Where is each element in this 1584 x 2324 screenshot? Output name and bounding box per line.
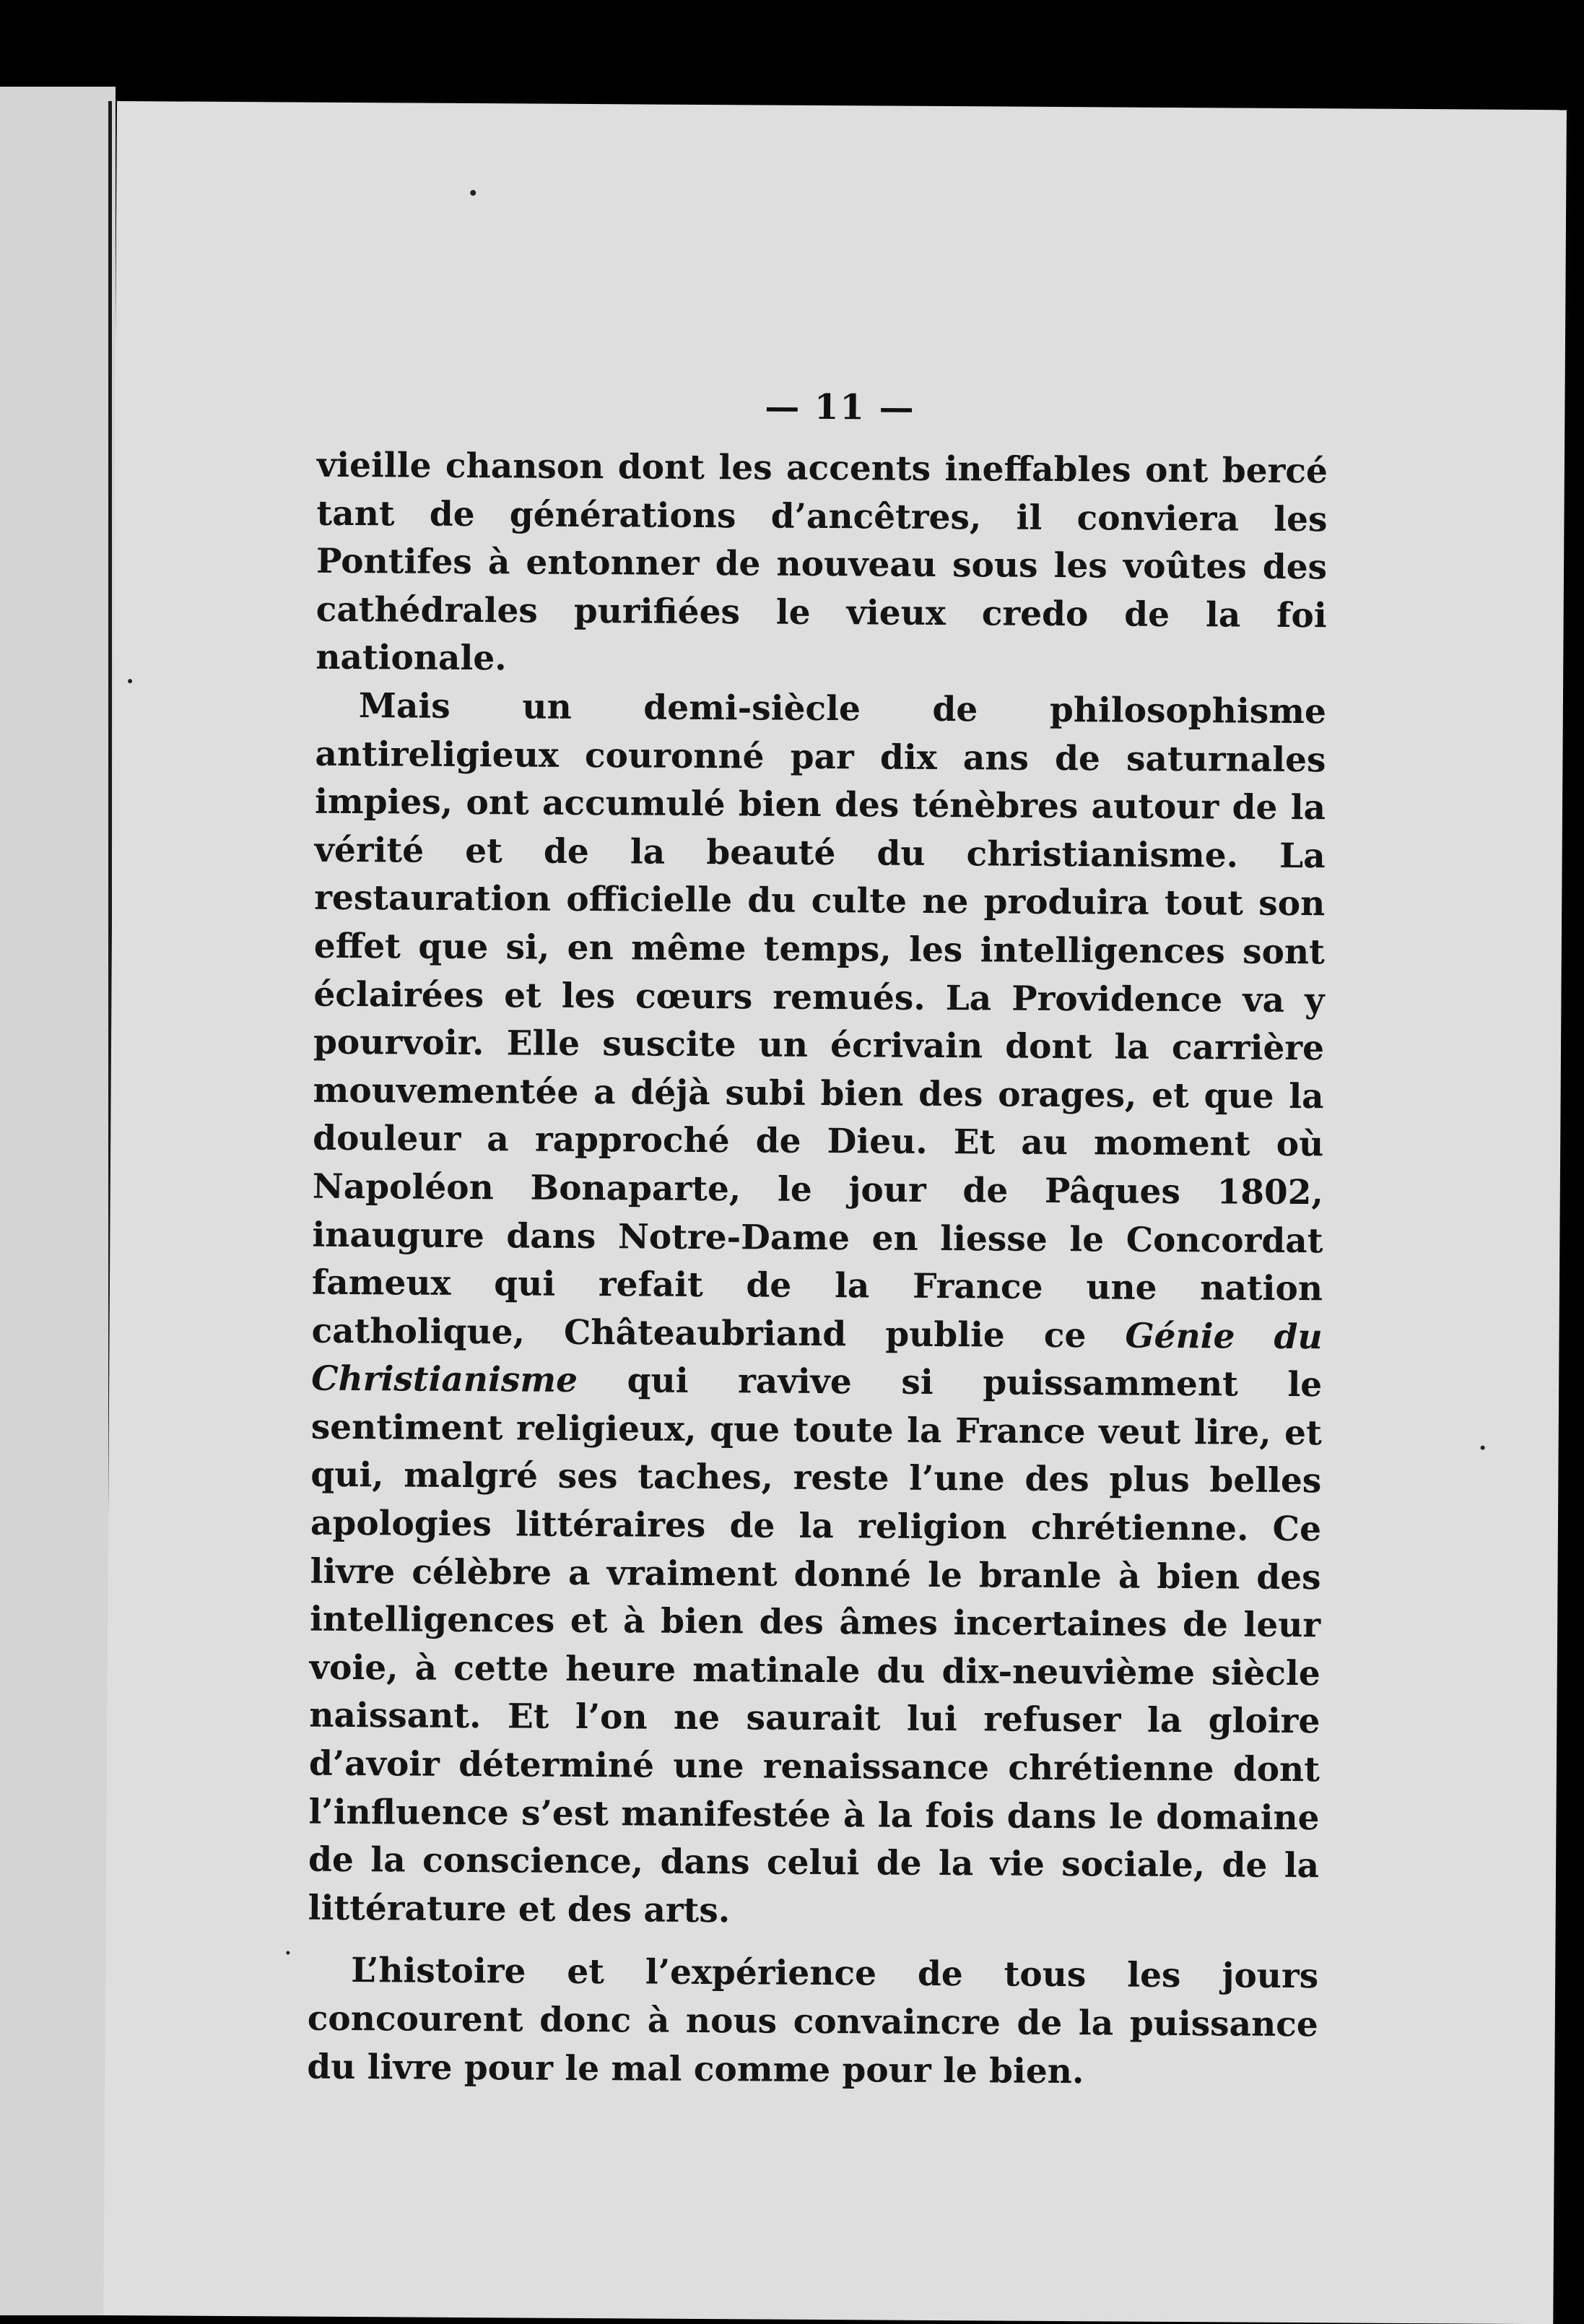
scan-speck (1481, 1446, 1485, 1450)
page-number: — 11 — (765, 386, 915, 428)
scan-speck (128, 679, 132, 683)
adjacent-page-edge (0, 87, 116, 2315)
paragraph-2-after: qui ravive si puissamment le sentiment religieux, que toute la France veut lire, et qui, malgré ses taches, reste l’une des plus belles apologies littéraires de la religion chrétienne. Ce livre célèbre a vraiment donné le branle à bien des intelligences et à bien des âmes incertaines de leur voie, à cette heure matinale du dix-neuvième siècle naissant. Et l’on ne saurait lui refuser la gloire d’avoir déterminé une renaissance chrétienne dont l’influence s’est manifestée à la fois dans le domaine de la conscience, dans celui de la vie sociale, de la littérature et des arts. (308, 1361, 1323, 1931)
book-title-italic: Génie du Christianisme (311, 1316, 1323, 1401)
paragraph-1: vieille chanson dont les accents ineffables ont bercé tant de générations d’ancêtres, il conviera les Pontifes à entonner de nouveau sous les voûtes des cathédrales purifiées le vieux credo de la foi nationale. (316, 445, 1328, 679)
scan-speck (286, 1951, 290, 1954)
scan-speck (470, 190, 476, 196)
paragraph-3: L’histoire et l’expérience de tous les jours concourent donc à nous convaincre de la puissance du livre pour le mal comme pour le bien. (307, 1951, 1319, 2091)
paragraph-2-before: Mais un demi-siècle de philosophisme antireligieux couronné par dix ans de saturnales impies, ont accumulé bien des ténèbres autour de la vérité et de la beauté du christianisme. La restauration officielle du culte ne produira tout son effet que si, en même temps, les intelligences sont éclairées et les cœurs remués. La Providence va y pourvoir. Elle suscite un écrivain dont la carrière mouvementée a déjà subi bien des orages, et que la douleur a rapproché de Dieu. Et au moment où Napoléon Bonaparte, le jour de Pâques 1802, inaugure dans Notre-Dame en liesse le Concordat fameux qui refait de la France une nation catholique, Châteaubriand publie ce (311, 686, 1327, 1356)
paragraph-2 (308, 682, 1327, 1939)
scanned-page (103, 101, 1567, 2324)
body-text (307, 442, 1328, 2098)
